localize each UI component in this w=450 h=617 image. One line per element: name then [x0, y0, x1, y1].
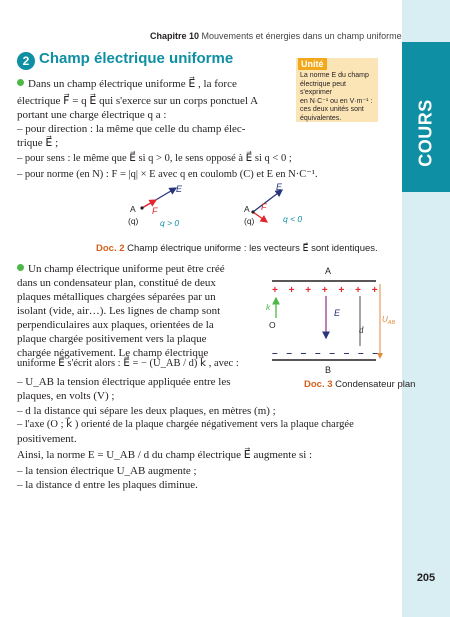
- intro-line: trique E⃗ ;: [17, 137, 59, 149]
- unit-note-line: ces deux unités sont: [300, 106, 364, 114]
- intro-line: électrique F⃗ = q E⃗ qui s'exerce sur un corps ponctuel A: [17, 95, 259, 107]
- bullet-icon: [17, 79, 24, 86]
- body-line: – la distance d entre les plaques diminue.: [17, 479, 198, 491]
- body-line: Un champ électrique uniforme peut être créé: [17, 262, 225, 276]
- chapter-title: Mouvements et énergies dans un champ uniforme: [201, 31, 402, 41]
- body-line: – l'axe (O ; k⃗ ) orienté de la plaque chargée négativement vers la plaque chargée: [17, 419, 354, 430]
- section-title: Champ électrique uniforme: [39, 50, 234, 67]
- body-line: – la tension électrique U_AB augmente ;: [17, 465, 197, 477]
- charge-label-left: (q): [128, 216, 139, 226]
- body-line: positivement.: [17, 433, 77, 445]
- cours-tab-label: COURS: [415, 99, 436, 167]
- unit-note-title: Unité: [298, 58, 327, 70]
- axis-k-label: k: [266, 302, 271, 312]
- body-line: plaques métalliques chargées séparées par un: [17, 291, 216, 303]
- doc3-caption: [304, 379, 415, 390]
- body-line: plaques, en volts (V) ;: [17, 390, 115, 402]
- unit-note-text: [300, 72, 378, 124]
- intro-line: – pour sens : le même que E⃗ si q > 0, le sens opposé à E⃗ si q < 0 ;: [17, 153, 292, 164]
- field-label: E: [334, 308, 341, 318]
- doc3-caption-label: Doc. 3: [304, 379, 333, 390]
- intro-line: portant une charge électrique q a :: [17, 109, 167, 121]
- body-line: dans un condensateur plan, constitué de deux: [17, 277, 216, 289]
- point-label-left: A: [130, 204, 136, 214]
- section-number-badge: 2: [17, 52, 35, 70]
- page-number: 205: [416, 572, 436, 584]
- intro-line: – pour norme (en N) : F = |q| × E avec q en coulomb (C) et E en N·C⁻¹.: [17, 169, 318, 180]
- sign-label-right: q < 0: [283, 214, 303, 224]
- intro-line: – pour direction : la même que celle du champ élec-: [17, 123, 246, 135]
- doc2-figure: [120, 182, 320, 240]
- force-vector-right: [253, 212, 267, 222]
- plate-a-label: A: [325, 266, 332, 276]
- force-label-left: F: [152, 206, 158, 216]
- sign-label-left: q > 0: [160, 218, 180, 228]
- field-label-left: E: [176, 184, 183, 194]
- body-line: – d la distance qui sépare les deux plaques, en mètres (m) ;: [17, 405, 276, 417]
- bullet-icon: [17, 264, 24, 271]
- doc2-caption: [96, 243, 378, 254]
- body-line: perpendiculaires aux plaques, orientées de la: [17, 319, 214, 331]
- point-a-left: [140, 206, 143, 209]
- distance-label: d: [359, 325, 364, 335]
- body-line: isolant (vide, air…). Les lignes de champ sont: [17, 305, 221, 317]
- unit-note-line: électrique peut s'exprimer: [300, 80, 346, 97]
- body-line: uniforme E⃗ s'écrit alors : E⃗ = − (U_AB / d) k⃗ , avec :: [17, 358, 239, 369]
- unit-note-line: équivalentes.: [300, 114, 342, 122]
- plate-b-label: B: [325, 365, 332, 375]
- unit-note-line: en N·C⁻¹ ou en V·m⁻¹ :: [300, 97, 373, 105]
- doc3-caption-text: Condensateur plan: [335, 379, 416, 390]
- doc2-caption-text: Champ électrique uniforme : les vecteurs E⃗ sont identiques.: [127, 243, 378, 254]
- minus-charges: – – – – – – – –: [272, 348, 381, 359]
- doc3-figure: [262, 266, 398, 378]
- voltage-label: $U_{AB}$: [382, 315, 396, 326]
- origin-label: O: [269, 320, 276, 330]
- force-label-right: F: [261, 202, 267, 212]
- point-label-right: A: [244, 204, 250, 214]
- charge-label-right: (q): [244, 216, 255, 226]
- intro-line: Dans un champ électrique uniforme E⃗ , la force: [17, 77, 237, 91]
- body-line: plaque chargée positivement vers la plaque: [17, 333, 207, 345]
- body-line: – U_AB la tension électrique appliquée entre les: [17, 376, 231, 388]
- point-a-right: [251, 210, 254, 213]
- field-label-right: E: [276, 182, 283, 192]
- doc2-caption-label: Doc. 2: [96, 243, 125, 254]
- body-line: chargée négativement. Le champ électrique: [17, 347, 209, 359]
- body-line: Ainsi, la norme E = U_AB / d du champ électrique E⃗ augmente si :: [17, 449, 313, 461]
- plus-charges: + + + + + + +: [272, 285, 382, 296]
- chapter-number: Chapitre 10: [150, 31, 200, 41]
- field-vector-right: [253, 190, 282, 212]
- unit-note-line: La norme E du champ: [300, 72, 369, 79]
- running-header: [150, 31, 402, 41]
